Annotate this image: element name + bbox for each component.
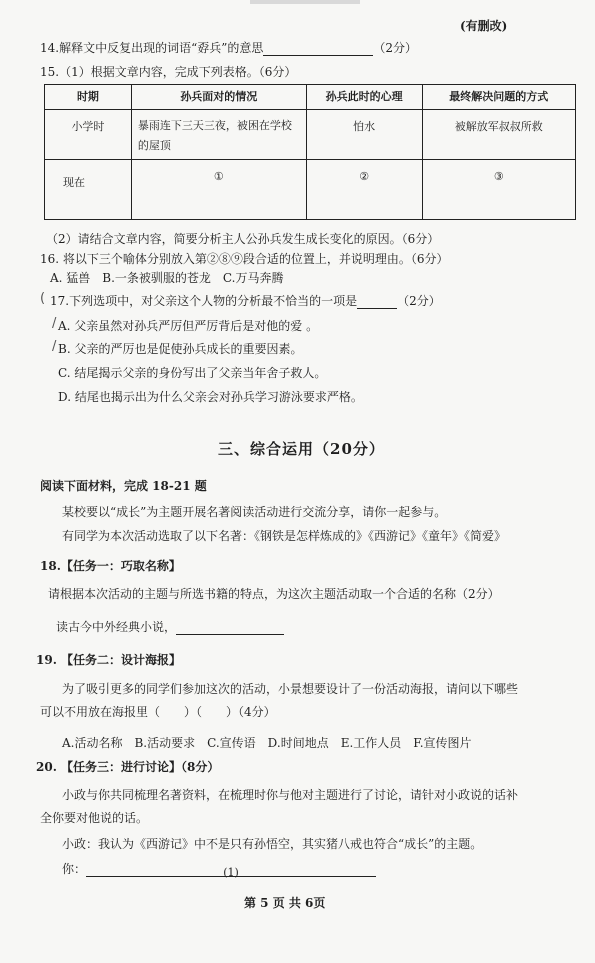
q20-answer-blank[interactable] [86,864,376,877]
table-header: 最终解决问题的方式 [422,85,575,110]
blank-marker: ① [213,170,224,183]
q14-score: （2分） [373,41,417,55]
q18-answer-blank[interactable] [176,622,284,635]
header-note: (有删改) [460,19,508,33]
table-cell: 小学时 [45,110,132,160]
section-para-1: 某校要以“成长”为主题开展名著阅读活动进行交流分享，请你一起参与。 [62,505,447,519]
table-header: 孙兵此时的心理 [306,85,422,110]
q15-table [44,84,576,220]
q14-answer-blank[interactable] [263,43,373,56]
q20-xiaozheng: 小政：我认为《西游记》中不是只有孙悟空，其实猪八戒也符合“成长”的主题。 [62,837,483,851]
table-cell: 被解放军叔叔所救 [422,110,575,160]
q20-line2: 全你要对他说的话。 [40,811,149,825]
page-footer: 第 5 页 共 6页 [244,896,326,910]
blank-2-cell[interactable]: ② [306,160,422,220]
q16-text: 16. 将以下三个喻体分别放入第②⑧⑨段合适的位置上，并说明理由。（6分） [40,252,449,266]
section-intro: 阅读下面材料，完成 18-21 题 [40,479,207,493]
q20-line1: 小政与你共同梳理名著资料，在梳理时你与他对主题进行了讨论，请针对小政说的话补 [62,788,519,802]
q17-stem: 17.下列选项中，对父亲这个人物的分析最不恰当的一项是 [50,294,358,308]
pen-mark-icon: / [52,339,57,354]
q16-options: A. 猛兽 B.一条被驯服的苍龙 C.万马奔腾 [50,271,284,285]
pen-mark-icon: / [52,316,57,331]
q17-stem-line [50,293,441,309]
q18-title: 18.【任务一：巧取名称】 [40,559,181,573]
q15-part2: （2）请结合文章内容，简要分析主人公孙兵发生成长变化的原因。（6分） [46,232,440,246]
table-cell: 怕水 [306,110,422,160]
table-header-row [45,85,576,110]
q17-option-b: B. 父亲的严厉也是促使孙兵成长的重要因素。 [58,342,303,356]
blank-1-cell[interactable] [131,160,306,220]
section-para-2: 有同学为本次活动选取了以下名著：《钢铁是怎样炼成的》《西游记》《童年》《简爱》 [62,529,507,543]
q19-line2: 可以不用放在海报里（ ）（ ）（4分） [40,705,276,719]
section-title: 三、综合运用（20分） [218,440,385,458]
q17-answer-blank[interactable] [357,296,397,309]
top-edge-strip [250,0,360,4]
q20-title: 20. 【任务三：进行讨论】（8分） [36,760,220,774]
q18-answer-line [56,619,284,635]
q18-text: 请根据本次活动的主题与所选书籍的特点，为这次主题活动取一个合适的名称（2分） [48,587,500,601]
q20-blank-number: (1) [223,866,239,879]
q20-you-label: 你： [62,862,87,876]
blank-3-cell[interactable]: ③ [422,160,575,220]
q17-option-c: C. 结尾揭示父亲的身份写出了父亲当年舍子救人。 [58,366,327,380]
q18-answer-prefix: 读古今中外经典小说， [56,620,177,634]
q14-stem: 14.解释文中反复出现的词语“孬兵”的意思 [40,41,264,55]
table-row [45,160,576,220]
table-row [45,110,576,160]
q19-line1: 为了吸引更多的同学们参加这次的活动，小景想要设计了一份活动海报，请问以下哪些 [62,682,519,696]
q17-option-d: D. 结尾也揭示出为什么父亲会对孙兵学习游泳要求严格。 [58,390,363,404]
table-cell: 暴雨连下三天三夜，被困在学校的屋顶 [131,110,306,160]
q15-part1: 15.（1）根据文章内容，完成下列表格。（6分） [40,65,297,79]
pen-mark-icon: ( [40,291,46,306]
q19-title: 19. 【任务二：设计海报】 [36,653,182,667]
q14-text [40,40,417,56]
q20-answer-line [62,861,376,877]
q17-score: （2分） [397,294,441,308]
q17-option-a: A. 父亲虽然对孙兵严厉但严厉背后是对他的爱 。 [58,319,319,333]
q19-options: A.活动名称 B.活动要求 C.宣传语 D.时间地点 E.工作人员 F.宣传图片 [62,736,472,750]
table-header: 孙兵面对的情况 [131,85,306,110]
table-cell: 现在 [45,160,132,220]
table-header: 时期 [45,85,132,110]
